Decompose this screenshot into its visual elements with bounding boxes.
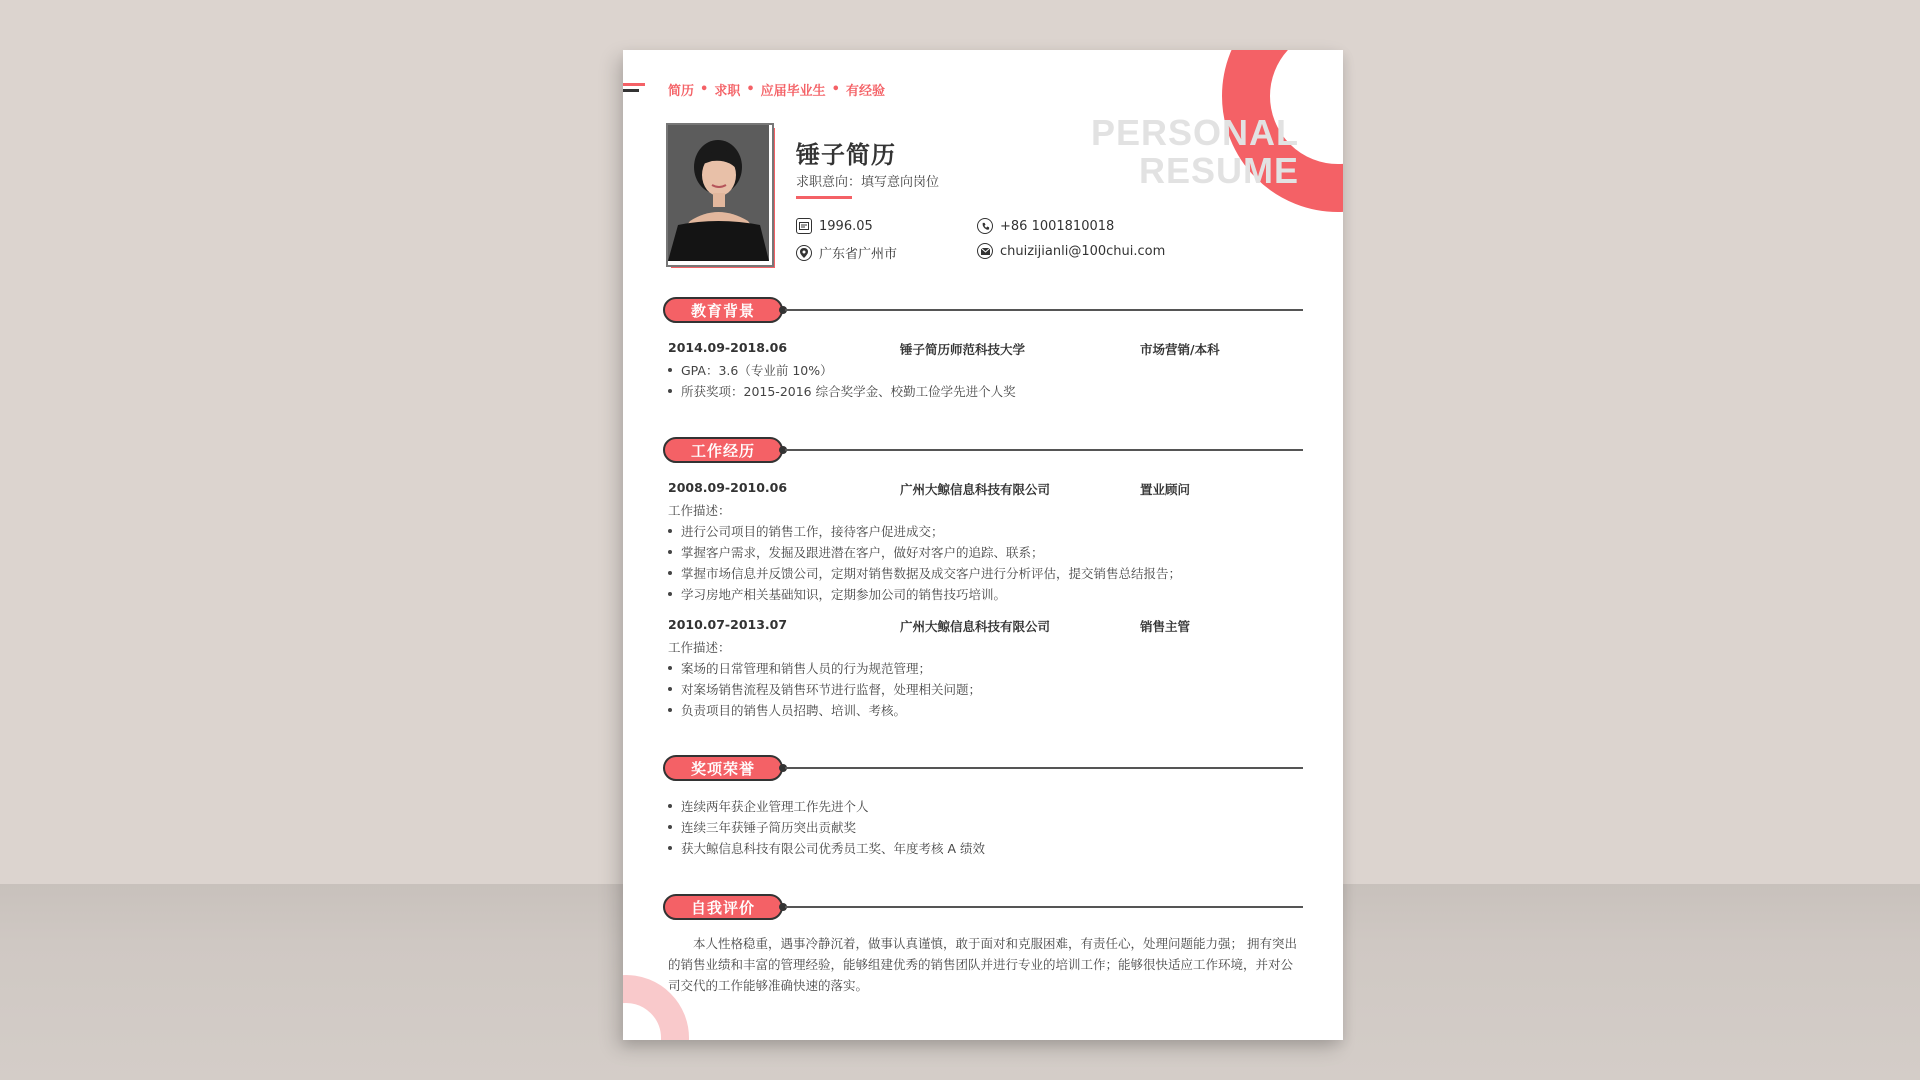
section-work xyxy=(663,435,1303,465)
birth-info xyxy=(796,218,873,234)
tagline-separator: • xyxy=(746,82,755,97)
job-intent-label: 求职意向： xyxy=(796,175,862,190)
list-item: 所获奖项：2015-2016 综合奖学金、校勤工俭学先进个人奖 xyxy=(668,382,1016,400)
job-role: 置业顾问 xyxy=(1140,482,1191,497)
phone-icon xyxy=(977,218,993,234)
section-rule xyxy=(785,309,1303,311)
self-evaluation-text: 本人性格稳重，遇事冷静沉着，做事认真谨慎，敢于面对和克服困难，有责任心，处理问题能力强； 拥有突出的销售业绩和丰富的管理经验，能够组建优秀的销售团队并进行专业的培训工作；能够很快适应工作环境，并对公司交代的工作能够准确快速的落实。 xyxy=(668,936,1297,993)
resume-page xyxy=(623,50,1343,1040)
section-title: 教育背景 xyxy=(663,297,783,323)
watermark xyxy=(1091,114,1299,190)
list-item: 进行公司项目的销售工作，接待客户促进成交； xyxy=(668,522,944,540)
watermark-line1: PERSONAL xyxy=(1090,112,1299,153)
tagline-item: 简历 xyxy=(668,84,695,99)
education-school: 锤子简历师范科技大学 xyxy=(900,342,1026,357)
location-info xyxy=(796,243,897,262)
phone-info xyxy=(977,218,1114,234)
list-item: 学习房地产相关基础知识，定期参加公司的销售技巧培训。 xyxy=(668,585,1006,603)
location-value: 广东省广州市 xyxy=(819,247,898,262)
education-major: 市场营销/本科 xyxy=(1140,342,1220,357)
job-company: 广州大鲸信息科技有限公司 xyxy=(900,482,1051,497)
job-desc-label: 工作描述： xyxy=(668,640,731,655)
job-period: 2010.07-2013.07 xyxy=(668,617,788,632)
job-intent xyxy=(796,171,939,190)
list-item: 获大鲸信息科技有限公司优秀员工奖、年度考核 A 绩效 xyxy=(668,839,985,857)
job-period: 2008.09-2010.06 xyxy=(668,480,788,495)
job-desc-label: 工作描述： xyxy=(668,503,731,518)
section-title: 奖项荣誉 xyxy=(663,755,783,781)
list-item: 连续两年获企业管理工作先进个人 xyxy=(668,797,869,815)
watermark-line2: RESUME xyxy=(1138,150,1299,191)
email-info xyxy=(977,243,1165,259)
list-item: 对案场销售流程及销售环节进行监督，处理相关问题； xyxy=(668,680,981,698)
mail-icon xyxy=(977,243,993,259)
list-item: 负责项目的销售人员招聘、培训、考核。 xyxy=(668,701,906,719)
tagline-item: 求职 xyxy=(714,84,741,99)
profile-name: 锤子简历 xyxy=(796,141,896,169)
intent-underline xyxy=(796,196,852,199)
list-item: GPA：3.6（专业前 10%） xyxy=(668,361,833,379)
email-value: chuizijianli@100chui.com xyxy=(1000,243,1166,259)
header-tagline xyxy=(668,80,885,99)
section-rule xyxy=(785,767,1303,769)
section-title: 工作经历 xyxy=(663,437,783,463)
section-education xyxy=(663,295,1303,325)
tagline-item: 应届毕业生 xyxy=(760,84,826,99)
phone-value: +86 1001810018 xyxy=(1000,218,1115,234)
list-item: 掌握市场信息并反馈公司，定期对销售数据及成交客户进行分析评估，提交销售总结报告； xyxy=(668,564,1181,582)
tagline-separator: • xyxy=(831,82,840,97)
section-awards xyxy=(663,753,1303,783)
section-self xyxy=(663,892,1303,922)
section-rule xyxy=(785,449,1303,451)
job-company: 广州大鲸信息科技有限公司 xyxy=(900,619,1051,634)
section-rule xyxy=(785,906,1303,908)
education-period: 2014.09-2018.06 xyxy=(668,340,788,355)
list-item: 案场的日常管理和销售人员的行为规范管理； xyxy=(668,659,931,677)
job-intent-value: 填写意向岗位 xyxy=(861,175,940,190)
list-item: 掌握客户需求，发掘及跟进潜在客户，做好对客户的追踪、联系； xyxy=(668,543,1044,561)
decor-lines xyxy=(623,83,645,95)
tagline-item: 有经验 xyxy=(845,84,885,99)
birth-value: 1996.05 xyxy=(819,218,873,234)
job-role: 销售主管 xyxy=(1140,619,1191,634)
avatar xyxy=(668,125,769,261)
section-title: 自我评价 xyxy=(663,894,783,920)
tagline-separator: • xyxy=(700,82,709,97)
list-item: 连续三年获锤子简历突出贡献奖 xyxy=(668,818,856,836)
location-icon xyxy=(796,245,812,261)
calendar-icon xyxy=(796,218,812,234)
